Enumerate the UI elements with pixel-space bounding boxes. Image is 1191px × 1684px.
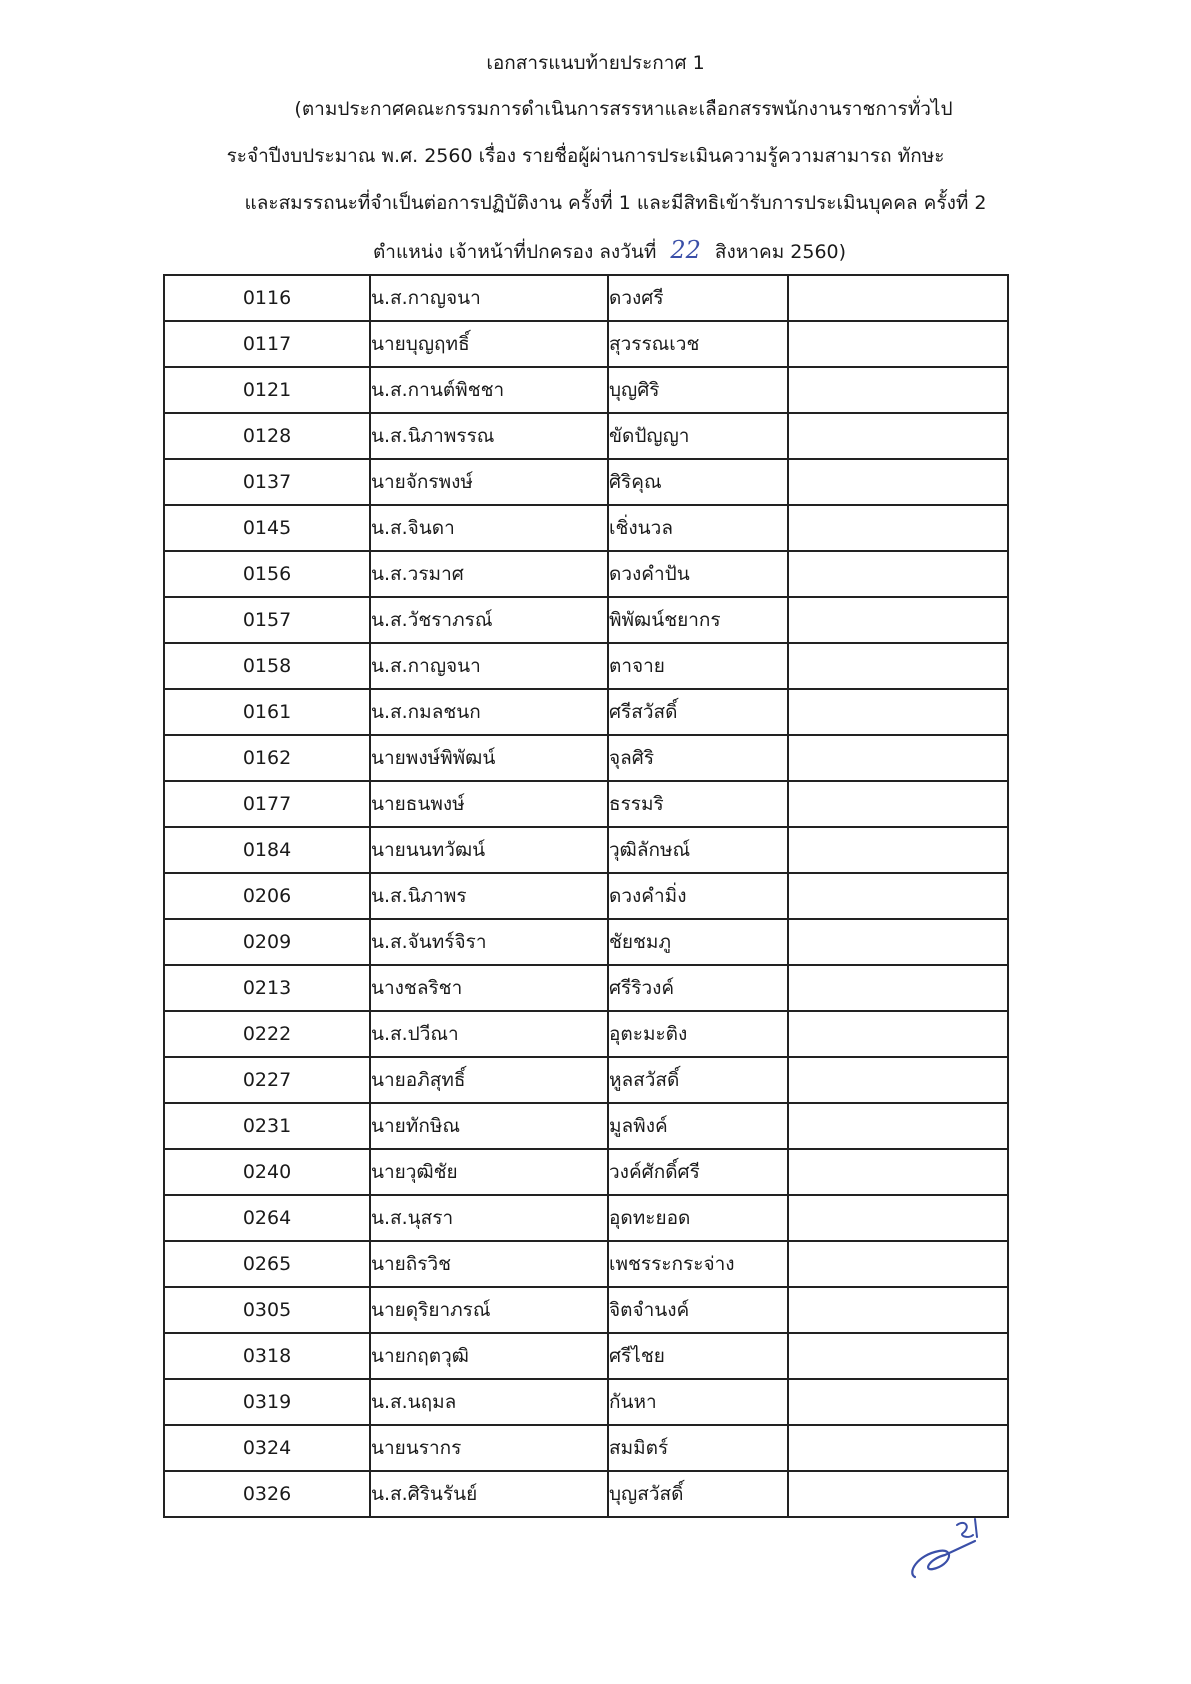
table-row <box>164 1149 1008 1195</box>
applicant-id: 0177 <box>164 781 370 827</box>
remarks-cell <box>788 1149 1008 1195</box>
table-row <box>164 1287 1008 1333</box>
remarks-cell <box>788 597 1008 643</box>
remarks-cell <box>788 505 1008 551</box>
applicant-surname: อุตะมะติง <box>608 1011 788 1057</box>
applicant-surname: จิตจำนงค์ <box>608 1287 788 1333</box>
applicant-id: 0158 <box>164 643 370 689</box>
table-row <box>164 321 1008 367</box>
handwritten-day: 22 <box>670 236 701 264</box>
applicant-name: น.ส.วรมาศ <box>370 551 608 597</box>
remarks-cell <box>788 413 1008 459</box>
applicant-surname: วงค์ศักดิ์ศรี <box>608 1149 788 1195</box>
remarks-cell <box>788 643 1008 689</box>
applicant-id: 0137 <box>164 459 370 505</box>
applicant-surname: บุญศิริ <box>608 367 788 413</box>
applicant-name: นายธนพงษ์ <box>370 781 608 827</box>
applicant-surname: ขัดปัญญา <box>608 413 788 459</box>
applicant-id: 0117 <box>164 321 370 367</box>
applicant-name: นายนนทวัฒน์ <box>370 827 608 873</box>
remarks-cell <box>788 367 1008 413</box>
remarks-cell <box>788 1425 1008 1471</box>
applicant-id: 0324 <box>164 1425 370 1471</box>
applicant-id: 0116 <box>164 275 370 321</box>
table-row <box>164 1379 1008 1425</box>
header-line-5 <box>14 237 1191 265</box>
table-row <box>164 505 1008 551</box>
remarks-cell <box>788 1287 1008 1333</box>
applicant-surname: สมมิตร์ <box>608 1425 788 1471</box>
table-row <box>164 367 1008 413</box>
applicant-surname: สุวรรณเวช <box>608 321 788 367</box>
table-row <box>164 1333 1008 1379</box>
applicant-surname: ชัยชมภู <box>608 919 788 965</box>
header-line-3: ระจำปีงบประมาณ พ.ศ. 2560 เรื่อง รายชื่อผู้ผ่านการประเมินความรู้ความสามารถ ทักษะ <box>226 145 945 167</box>
table-row <box>164 643 1008 689</box>
applicant-name: น.ส.นฤมล <box>370 1379 608 1425</box>
applicant-name: นางชลริชา <box>370 965 608 1011</box>
applicant-name: นายอภิสุทธิ์ <box>370 1057 608 1103</box>
applicant-id: 0319 <box>164 1379 370 1425</box>
applicant-name: นายกฤตวุฒิ <box>370 1333 608 1379</box>
applicant-surname: ธรรมริ <box>608 781 788 827</box>
applicant-id: 0145 <box>164 505 370 551</box>
applicant-surname: ดวงศรี <box>608 275 788 321</box>
applicant-name: น.ส.นิภาพรรณ <box>370 413 608 459</box>
remarks-cell <box>788 781 1008 827</box>
applicant-id: 0240 <box>164 1149 370 1195</box>
table-row <box>164 413 1008 459</box>
applicant-name: น.ส.จินดา <box>370 505 608 551</box>
remarks-cell <box>788 1057 1008 1103</box>
remarks-cell <box>788 1333 1008 1379</box>
remarks-cell <box>788 459 1008 505</box>
applicant-id: 0121 <box>164 367 370 413</box>
remarks-cell <box>788 965 1008 1011</box>
table-row <box>164 689 1008 735</box>
applicant-name: นายดุริยาภรณ์ <box>370 1287 608 1333</box>
table-row <box>164 735 1008 781</box>
applicant-surname: บุญสวัสดิ์ <box>608 1471 788 1517</box>
remarks-cell <box>788 1011 1008 1057</box>
applicant-name: น.ส.จันทร์จิรา <box>370 919 608 965</box>
table-row <box>164 597 1008 643</box>
applicant-name: น.ส.ศิรินรันย์ <box>370 1471 608 1517</box>
applicant-name: น.ส.กาญจนา <box>370 275 608 321</box>
applicant-name: นายถิรวิช <box>370 1241 608 1287</box>
applicant-name: นายจักรพงษ์ <box>370 459 608 505</box>
applicant-surname: จุลศิริ <box>608 735 788 781</box>
applicant-name: นายบุญฤทธิ์ <box>370 321 608 367</box>
applicant-id: 0206 <box>164 873 370 919</box>
applicant-name: น.ส.วัชราภรณ์ <box>370 597 608 643</box>
table-row <box>164 1471 1008 1517</box>
applicant-name: น.ส.ปวีณา <box>370 1011 608 1057</box>
remarks-cell <box>788 1241 1008 1287</box>
remarks-cell <box>788 1103 1008 1149</box>
applicant-name: น.ส.นิภาพร <box>370 873 608 919</box>
applicant-surname: ดวงคำปัน <box>608 551 788 597</box>
applicant-id: 0128 <box>164 413 370 459</box>
remarks-cell <box>788 735 1008 781</box>
applicant-name: น.ส.กานต์พิชชา <box>370 367 608 413</box>
header-line-4: และสมรรถนะที่จำเป็นต่อการปฏิบัติงาน ครั้งที่ 1 และมีสิทธิเข้ารับการประเมินบุคคล ครั้งที่ 2 <box>244 192 987 214</box>
applicant-id: 0184 <box>164 827 370 873</box>
table-row <box>164 551 1008 597</box>
remarks-cell <box>788 873 1008 919</box>
applicant-surname: หูลสวัสดิ์ <box>608 1057 788 1103</box>
applicant-surname: กันหา <box>608 1379 788 1425</box>
applicant-name: น.ส.กาญจนา <box>370 643 608 689</box>
table-row <box>164 1195 1008 1241</box>
applicant-name: นายทักษิณ <box>370 1103 608 1149</box>
candidate-table <box>163 274 1009 1518</box>
remarks-cell <box>788 275 1008 321</box>
header-title: เอกสารแนบท้ายประกาศ 1 <box>486 52 705 74</box>
table-row <box>164 919 1008 965</box>
applicant-surname: ศรีสวัสดิ์ <box>608 689 788 735</box>
applicant-surname: พิพัฒน์ชยากร <box>608 597 788 643</box>
applicant-surname: ศรีไชย <box>608 1333 788 1379</box>
applicant-id: 0305 <box>164 1287 370 1333</box>
applicant-id: 0156 <box>164 551 370 597</box>
applicant-id: 0222 <box>164 1011 370 1057</box>
applicant-name: นายวุฒิชัย <box>370 1149 608 1195</box>
applicant-surname: เพชรระกระจ่าง <box>608 1241 788 1287</box>
table-row <box>164 827 1008 873</box>
month-year-label: สิงหาคม 2560) <box>714 241 847 263</box>
remarks-cell <box>788 1195 1008 1241</box>
applicant-id: 0231 <box>164 1103 370 1149</box>
remarks-cell <box>788 919 1008 965</box>
table-row <box>164 781 1008 827</box>
applicant-id: 0326 <box>164 1471 370 1517</box>
applicant-id: 0157 <box>164 597 370 643</box>
remarks-cell <box>788 551 1008 597</box>
remarks-cell <box>788 321 1008 367</box>
table-row <box>164 1057 1008 1103</box>
table-row <box>164 1103 1008 1149</box>
applicant-surname: ศรีริวงค์ <box>608 965 788 1011</box>
position-and-date-label: ตำแหน่ง เจ้าหน้าที่ปกครอง ลงวันที่ <box>372 241 657 263</box>
applicant-id: 0264 <box>164 1195 370 1241</box>
candidate-table-body <box>164 275 1008 1517</box>
table-row <box>164 1241 1008 1287</box>
table-row <box>164 1425 1008 1471</box>
applicant-id: 0213 <box>164 965 370 1011</box>
applicant-id: 0227 <box>164 1057 370 1103</box>
applicant-surname: ตาจาย <box>608 643 788 689</box>
applicant-id: 0209 <box>164 919 370 965</box>
applicant-surname: ศิริคุณ <box>608 459 788 505</box>
header-line-2: (ตามประกาศคณะกรรมการดำเนินการสรรหาและเลือกสรรพนักงานราชการทั่วไป <box>294 98 953 120</box>
remarks-cell <box>788 827 1008 873</box>
applicant-surname: มูลพิงค์ <box>608 1103 788 1149</box>
table-row <box>164 873 1008 919</box>
remarks-cell <box>788 1379 1008 1425</box>
applicant-name: นายนรากร <box>370 1425 608 1471</box>
applicant-surname: วุฒิลักษณ์ <box>608 827 788 873</box>
applicant-id: 0318 <box>164 1333 370 1379</box>
applicant-name: น.ส.นุสรา <box>370 1195 608 1241</box>
table-row <box>164 459 1008 505</box>
applicant-surname: ดวงคำมิ่ง <box>608 873 788 919</box>
applicant-id: 0265 <box>164 1241 370 1287</box>
applicant-surname: อุดทะยอด <box>608 1195 788 1241</box>
remarks-cell <box>788 1471 1008 1517</box>
table-row <box>164 965 1008 1011</box>
applicant-id: 0162 <box>164 735 370 781</box>
applicant-id: 0161 <box>164 689 370 735</box>
table-row <box>164 275 1008 321</box>
remarks-cell <box>788 689 1008 735</box>
table-row <box>164 1011 1008 1057</box>
signature-mark <box>905 1515 995 1585</box>
applicant-name: น.ส.กมลชนก <box>370 689 608 735</box>
applicant-surname: เชิ่งนวล <box>608 505 788 551</box>
applicant-name: นายพงษ์พิพัฒน์ <box>370 735 608 781</box>
